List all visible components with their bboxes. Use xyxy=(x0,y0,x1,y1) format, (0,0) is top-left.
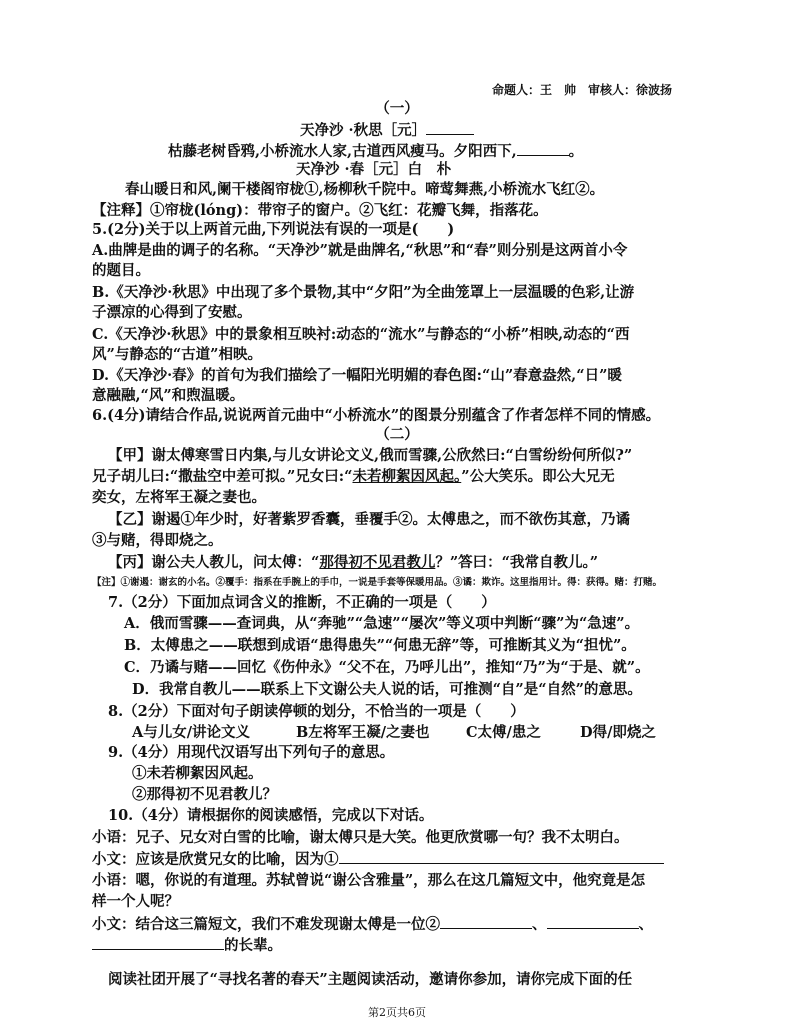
passage-jia-2: 兄子胡儿曰:“撒盐空中差可拟。”兄女曰:“未若柳絮因风起。”公大笑乐。即公大兄无 xyxy=(92,468,615,485)
q7-stem: 7.（2分）下面加点词含义的推断，不正确的一项是（ ） xyxy=(108,594,496,611)
q10-dialogue-5: 小文：结合这三篇短文，我们不难发现谢太傅是一位② 、 、 xyxy=(92,916,653,933)
bottom-activity-text: 阅读社团开展了“寻找名著的春天”主题阅读活动，邀请你参加，请你完成下面的任 xyxy=(108,971,633,988)
answer-blank-2c[interactable] xyxy=(92,935,224,950)
q10-dialogue-2: 小文：应该是欣赏兄女的比喻，因为① xyxy=(92,849,664,870)
answer-blank-2b[interactable] xyxy=(547,914,639,929)
passage-bing-1: 【丙】谢公夫人教儿，问太傅：“那得初不见君教儿？”答曰：“我常自教儿。” xyxy=(108,554,599,571)
q7-option-d: D．我常自教儿——联系上下文谢公夫人说的话，可推测“自”是“自然”的意思。 xyxy=(132,681,642,698)
poem1-body: 枯藤老树昏鸦,小桥流水人家,古道西风瘦马。夕阳西下, 。 xyxy=(168,143,584,160)
q7-option-c: C．乃谲与赌——回忆《伤仲永》“父不在，乃呼儿出”，推知“乃”为“于是、就”。 xyxy=(124,659,650,676)
section2-title: （二） xyxy=(375,426,419,443)
q5-option-c: C.《天净沙·秋思》中的景象相互映衬:动态的“流水”与静态的“小桥”相映,动态的“西 xyxy=(92,326,630,343)
answer-blank-2a[interactable] xyxy=(440,914,532,929)
underlined-sentence-2: 那得初不见君教儿 xyxy=(319,554,436,571)
q8-option-d: D得/即烧之 xyxy=(580,724,656,741)
q9-stem: 9.（4分）用现代汉语写出下列句子的意思。 xyxy=(108,744,395,761)
poem1-fill-blank xyxy=(517,141,569,156)
poem1-author-blank xyxy=(426,120,474,135)
passage-yi-2: ③与赌，得即烧之。 xyxy=(92,532,223,549)
q8-option-b: B左将军王凝/之妻也 xyxy=(296,724,430,741)
q7-option-b: B．太傅患之——联想到成语“患得患失”“何患无辞”等，可推断其义为“担忧”。 xyxy=(124,637,636,654)
q9-sentence-1: ①未若柳絮因风起。 xyxy=(132,765,263,782)
q9-sentence-2: ②那得初不见君教儿？ xyxy=(132,786,277,803)
passage-jia-3: 奕女，左将军王凝之妻也。 xyxy=(92,489,266,506)
q7-option-a: A．俄而雪骤——查词典，从“奔驰”“急速”“屡次”等义项中判断“骤”为“急速”。 xyxy=(124,615,640,632)
q5-option-b: B.《天净沙·秋思》中出现了多个景物,其中“夕阳”为全曲笼罩上一层温暖的色彩,让游 xyxy=(92,284,635,301)
q8-option-a: A与儿女/讲论文义 xyxy=(132,724,251,741)
q5-option-c-cont: 风”与静态的“古道”相映。 xyxy=(92,346,263,363)
q8-stem: 8.（2分）下面对句子朗读停顿的划分，不恰当的一项是（ ） xyxy=(108,703,525,720)
poem1-title: 天净沙 ·秋思［元］ xyxy=(300,120,474,141)
passage-yi-1: 【乙】谢遏①年少时，好著紫罗香囊，垂覆手②。太傅患之，而不欲伤其意，乃谲 xyxy=(108,511,630,528)
section1-title: （一） xyxy=(375,100,419,117)
q8-option-c: C太傅/患之 xyxy=(466,724,541,741)
page-number: 第2页共6页 xyxy=(368,1006,426,1019)
q5-option-b-cont: 子漂凉的心得到了安慰。 xyxy=(92,304,252,321)
passage-jia-1: 【甲】谢太傅寒雪日内集,与儿女讲论文义,俄而雪骤,公欣然曰:“白雪纷纷何所似?” xyxy=(108,447,633,464)
q10-dialogue-3: 小语：嗯，你说的有道理。苏轼曾说“谢公含雅量”，那么在这几篇短文中，他究竟是怎 xyxy=(92,872,646,889)
underlined-sentence-1: 未若柳絮因风起。 xyxy=(352,468,462,485)
q10-dialogue-6: 的长辈。 xyxy=(92,935,282,956)
q10-stem: 10.（4分）请根据你的阅读感悟，完成以下对话。 xyxy=(108,807,434,824)
answer-blank-1[interactable] xyxy=(339,849,664,864)
poem2-title: 天净沙 ·春［元］白 朴 xyxy=(296,161,452,178)
q5-option-d-cont: 意融融,“风”和煦温暖。 xyxy=(92,387,245,404)
q6-stem: 6.(4分)请结合作品,说说两首元曲中“小桥流水”的图景分别蕴含了作者怎样不同的情感。 xyxy=(92,407,661,424)
q5-stem: 5.(2分)关于以上两首元曲,下列说法有误的一项是( ) xyxy=(92,221,455,238)
poem2-note: 【注释】①帘栊(lóng)：带帘子的窗户。②飞红：花瓣飞舞，指落花。 xyxy=(92,202,548,219)
q5-option-a-cont: 的题目。 xyxy=(92,262,150,279)
header-authors: 命题人：王 帅 审核人：徐波扬 xyxy=(492,83,673,97)
passage-note: 【注】①谢遏：谢玄的小名。②覆手：指系在手腕上的手巾，一说是手套等保暖用品。③谲：欺诈。这里指用计。得：获得。赌：打赌。 xyxy=(92,577,663,588)
q10-dialogue-4: 样一个人呢？ xyxy=(92,893,179,910)
q5-option-a: A.曲牌是曲的调子的名称。“天净沙”就是曲牌名,“秋思”和“春”则分别是这两首小令 xyxy=(92,242,628,259)
poem2-body: 春山暖日和风,阑干楼阁帘栊①,杨柳秋千院中。啼莺舞燕,小桥流水飞红②。 xyxy=(125,181,605,198)
q5-option-d: D.《天净沙·春》的首句为我们描绘了一幅阳光明媚的春色图:“山”春意盎然,“日”暖 xyxy=(92,367,622,384)
q10-dialogue-1: 小语：兄子、兄女对白雪的比喻，谢太傅只是大笑。他更欣赏哪一句？我不太明白。 xyxy=(92,829,629,846)
